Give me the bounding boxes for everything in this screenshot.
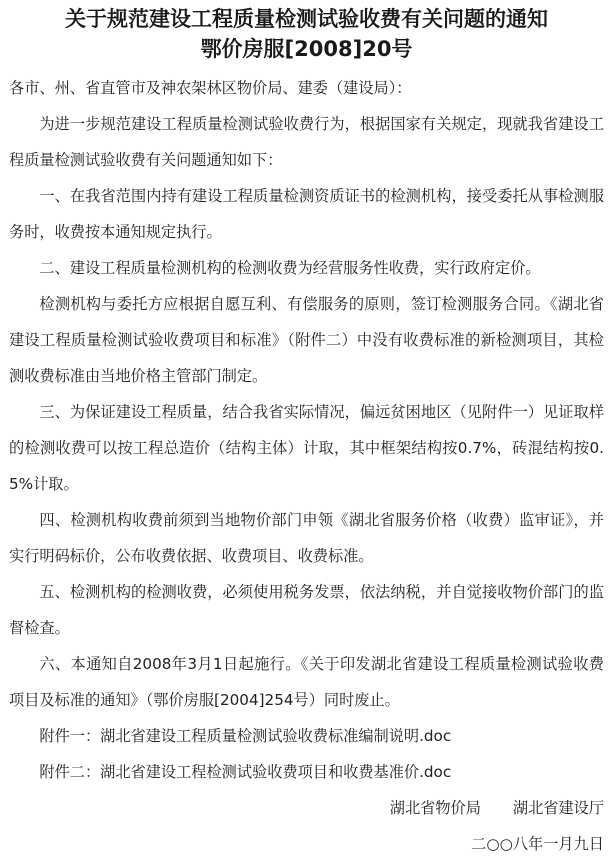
paragraph-item-3: 三、为保证建设工程质量，结合我省实际情况，偏远贫困地区（见附件一）见证取样的检测收费可以按工程总造价（结构主体）计取，其中框架结构按0.7%，砖混结构按0.5%计取。	[9, 403, 604, 493]
paragraph-item-1: 一、在我省范围内持有建设工程质量检测资质证书的检测机构，接受委托从事检测服务时，收费按本通知规定执行。	[9, 187, 604, 241]
paragraph-item-2-detail: 检测机构与委托方应根据自愿互利、有偿服务的原则，签订检测服务合同。《湖北省建设工程质量检测试验收费项目和标准》（附件二）中没有收费标准的新检测项目，其检测收费标准由当地价格主管部门制定。	[9, 295, 604, 385]
paragraph-item-2: 二、建设工程质量检测机构的检测收费为经营服务性收费，实行政府定价。	[39, 259, 541, 277]
issue-date: 二○○八年一月九日	[471, 835, 604, 853]
signatory-construction-dept: 湖北省建设厅	[512, 799, 604, 817]
paragraph-item-4: 四、检测机构收费前须到当地物价部门申领《湖北省服务价格（收费）监审证》，并实行明码标价，公布收费依据、收费项目、收费标准。	[9, 511, 604, 565]
attachment-link-2[interactable]: 附件二：湖北省建设工程检测试验收费项目和收费基准价.doc	[39, 763, 452, 781]
paragraph-item-6: 六、本通知自2008年3月1日起施行。《关于印发湖北省建设工程质量检测试验收费项目及标准的通知》（鄂价房服[2004]254号）同时废止。	[9, 655, 604, 709]
addressee: 各市、州、省直管市及神农架林区物价局、建委（建设局）：	[9, 79, 412, 97]
attachment-link-1[interactable]: 附件一：湖北省建设工程质量检测试验收费标准编制说明.doc	[39, 727, 452, 745]
paragraph-item-5: 五、检测机构的检测收费，必须使用税务发票，依法纳税，并自觉接收物价部门的监督检查。	[9, 583, 604, 637]
signatory-price-bureau: 湖北省物价局	[389, 799, 481, 817]
paragraph-intro: 为进一步规范建设工程质量检测试验收费行为，根据国家有关规定，现就我省建设工程质量检测试验收费有关问题通知如下：	[9, 115, 604, 169]
document-title: 关于规范建设工程质量检测试验收费有关问题的通知	[65, 7, 548, 31]
document-number: 鄂价房服[2008]20号	[200, 37, 413, 61]
signatories	[9, 790, 604, 826]
